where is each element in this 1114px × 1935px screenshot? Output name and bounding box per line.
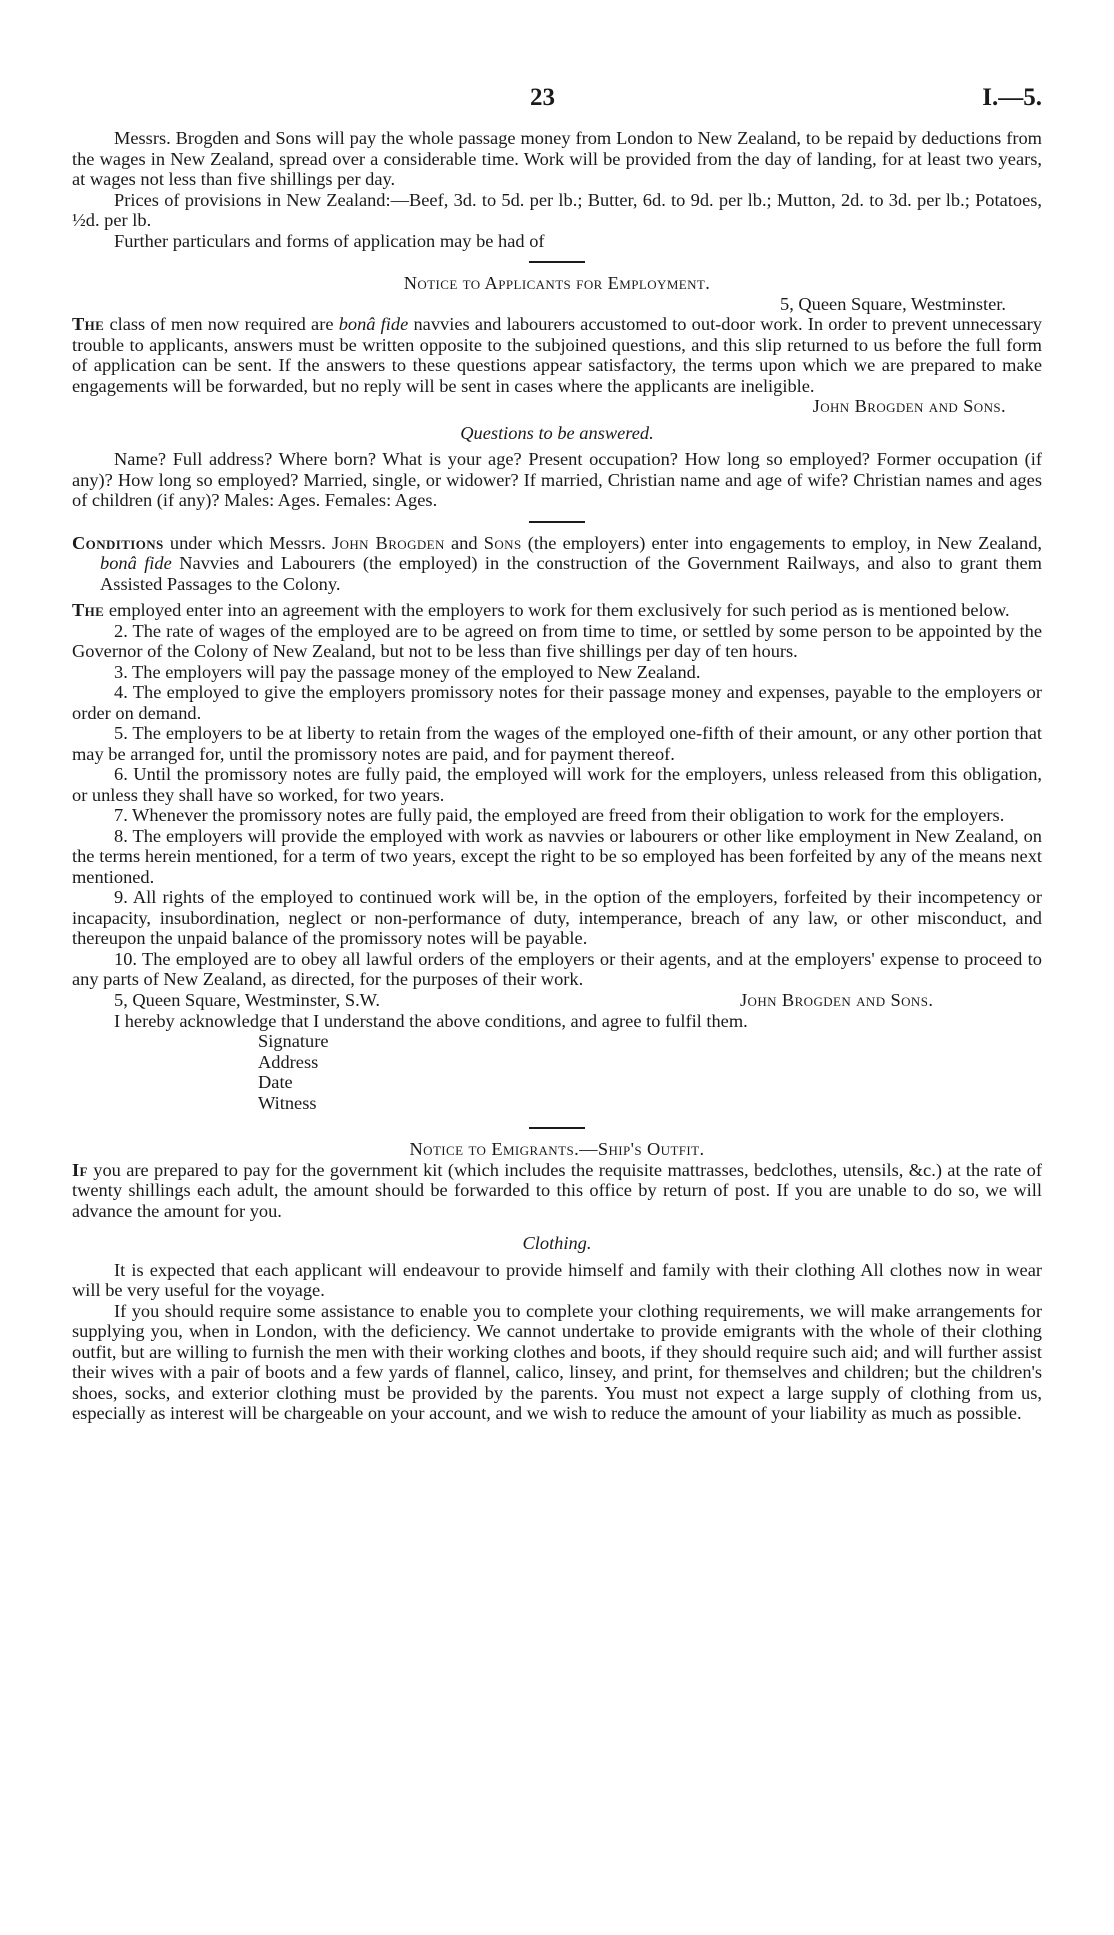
conditions-italic: bonâ fide <box>100 553 172 573</box>
emigrants-notice-lead: If <box>72 1159 88 1180</box>
employment-notice-signatory: John Brogden and Sons. <box>812 396 1006 416</box>
document-reference: I.—5. <box>982 84 1042 111</box>
conditions-signatory: John Brogden and Sons. <box>740 989 934 1010</box>
condition-clause-10: 10. The employed are to obey all lawful orders of the employers or their agents, and at the employers' expense to proceed to any parts of New Zealand, as directed, for the purposes of their work. <box>72 948 1042 989</box>
section-divider <box>529 521 585 523</box>
emigrants-notice-heading: Notice to Emigrants.—Ship's Outfit. <box>409 1139 705 1159</box>
signature-block <box>72 1031 1042 1113</box>
condition-clause-1 <box>72 600 1042 621</box>
employment-notice-address: 5, Queen Square, Westminster. <box>780 293 1006 314</box>
clause-1-text: employed enter into an agreement with the employers to work for them exclusively for such period as is mentioned below. <box>104 600 1010 620</box>
condition-clause-4: 4. The employed to give the employers promissory notes for their passage money and expenses, payable to the employers or order on demand. <box>72 682 1042 723</box>
employment-notice-heading: Notice to Applicants for Employment. <box>403 273 711 293</box>
conditions-signoff <box>72 990 1042 1011</box>
clothing-paragraph-2: If you should require some assistance to enable you to complete your clothing requirements, we will make arrangements for supplying you, when in London, with the deficiency. We cannot undertake to provide emigrants with the whole of their clothing outfit, but are willing to furnish the men with their working clothes and boots, if they should require such aid; and will further assist their wives with a pair of boots and a few yards of flannel, calico, linsey, and print, for themselves and children; but the children's shoes, socks, and exterior clothing must be provided by the parents. You must not expect a large supply of clothing from us, especially as interest will be chargeable on your account, and we wish to reduce the amount of your liability as much as possible. <box>72 1300 1042 1423</box>
clause-1-lead: The <box>72 600 105 620</box>
acknowledgement: I hereby acknowledge that I understand the above conditions, and agree to fulfil them. <box>114 1010 748 1031</box>
date-label: Date <box>258 1072 293 1092</box>
witness-label: Witness <box>258 1092 317 1113</box>
condition-clause-9: 9. All rights of the employed to continued work will be, in the option of the employers, forfeited by their incompetency or incapacity, insubordination, neglect or non-performance of duty, intemperance, breach of any law, or other misconduct, and thereupon the unpaid balance of the promissory notes will be payable. <box>72 887 1042 948</box>
section-divider <box>529 1127 585 1129</box>
emigrants-notice-body <box>72 1160 1042 1222</box>
page-header <box>72 84 1042 128</box>
conditions-text-b: and <box>444 532 484 553</box>
employment-notice-text-b: navvies and labourers accustomed to out-door work. In order to prevent unnecessary trouble to applicants, answers must be written opposite to the subjoined questions, and this slip returned to us before the full form of application can be sent. If the answers to these questions appear satisfactory, the terms upon which we are prepared to make engagements will be forwarded, but no reply will be sent in cases where the applicants are ineligible. <box>72 314 1042 396</box>
conditions-employer-name: John Brogden <box>332 532 445 553</box>
condition-clause-7: 7. Whenever the promissory notes are fully paid, the employed are freed from their obligation to work for the employers. <box>114 805 1005 825</box>
employment-notice-italic: bonâ fide <box>338 314 409 334</box>
emigrants-notice-text: you are prepared to pay for the government kit (which includes the requisite mattrasses, bedclothes, utensils, &c.) at the rate of twenty shillings each adult, the amount should be forwarded to this office by return of post. If you are unable to do so, we will advance the amount for you. <box>72 1159 1042 1221</box>
questions-text: Name? Full address? Where born? What is your age? Present occupation? How long so employed? Former occupation (if any)? How long so employed? Married, single, or widower? If married, Christian name and age of wife? Christian names and ages of children (if any)? Males: Ages. Females: Ages. <box>72 449 1042 510</box>
conditions-employer-sons: Sons <box>483 532 522 553</box>
document-page <box>72 84 1042 1424</box>
condition-clause-2: 2. The rate of wages of the employed are to be agreed on from time to time, or settled by some person to be appointed by the Governor of the Colony of New Zealand, but not to be less than five shillings per day of ten hours. <box>72 620 1042 661</box>
signature-label: Signature <box>258 1031 329 1051</box>
conditions-text-a: under which Messrs. <box>163 532 333 553</box>
employment-notice-text-a: class of men now required are <box>104 314 339 334</box>
page-number: 23 <box>530 84 555 111</box>
intro-paragraph-prices: Prices of provisions in New Zealand:—Beef, 3d. to 5d. per lb.; Butter, 6d. to 9d. per lb.; Mutton, 2d. to 3d. per lb.; Potatoes, ½d. per lb. <box>72 189 1042 230</box>
clothing-paragraph-1: It is expected that each applicant will endeavour to provide himself and family with their clothing All clothes now in wear will be very useful for the voyage. <box>72 1259 1042 1300</box>
condition-clause-6: 6. Until the promissory notes are fully paid, the employed will work for the employers, unless released from this obligation, or unless they shall have so worked, for two years. <box>72 764 1042 805</box>
conditions-address: 5, Queen Square, Westminster, S.W. <box>114 989 380 1010</box>
section-divider <box>529 261 585 263</box>
condition-clause-8: 8. The employers will provide the employed with work as navvies or labourers or other like employment in New Zealand, on the terms herein mentioned, for a term of two years, except the right to be so employed has been forfeited by any of the means next mentioned. <box>72 825 1042 887</box>
conditions-text-c: (the employers) enter into engagements to employ, in New Zealand, <box>521 532 1042 553</box>
intro-paragraph-particulars: Further particulars and forms of application may be had of <box>114 230 545 251</box>
clothing-heading: Clothing. <box>522 1233 592 1253</box>
conditions-intro <box>72 533 1042 595</box>
employment-notice-body <box>72 314 1042 396</box>
questions-heading: Questions to be answered. <box>460 422 654 443</box>
condition-clause-3: 3. The employers will pay the passage money of the employed to New Zealand. <box>114 661 701 682</box>
employment-notice-lead: The <box>72 314 105 334</box>
address-label: Address <box>258 1051 319 1072</box>
intro-paragraph-passage: Messrs. Brogden and Sons will pay the whole passage money from London to New Zealand, to be repaid by deductions from the wages in New Zealand, spread over a considerable time. Work will be provided from the day of landing, for at least two years, at wages not less than five shillings per day. <box>72 128 1042 189</box>
condition-clause-5: 5. The employers to be at liberty to retain from the wages of the employed one-fifth of their amount, or any other portion that may be arranged for, until the promissory notes are paid, and for payment thereof. <box>72 723 1042 764</box>
conditions-text-d: Navvies and Labourers (the employed) in the construction of the Government Railways, and also to grant them Assisted Passages to the Colony. <box>100 553 1042 594</box>
conditions-lead: Conditions <box>72 532 164 553</box>
